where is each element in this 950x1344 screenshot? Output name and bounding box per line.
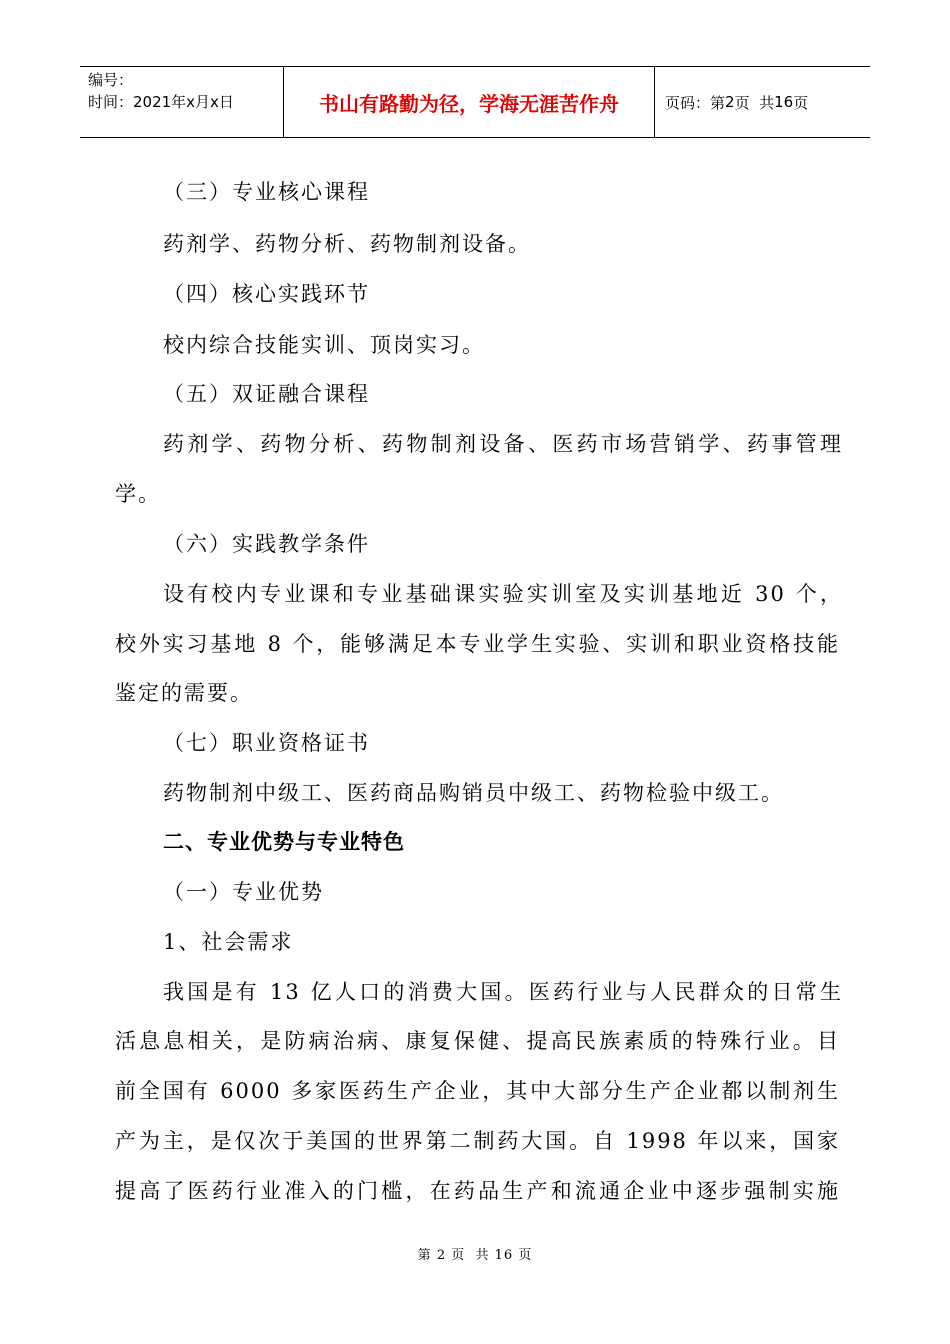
document-time-label: 时间：2021年x月x日 xyxy=(88,93,234,111)
page-footer xyxy=(0,1244,950,1263)
header-page-num: 2 xyxy=(725,93,735,111)
paragraph-line: 药物制剂中级工、医药商品购销员中级工、药物检验中级工。 xyxy=(163,781,784,805)
heading-certificates: （七）职业资格证书 xyxy=(163,731,370,755)
header-page-mid: 页 共 xyxy=(734,93,775,112)
paragraph-line: 校内综合技能实训、顶岗实习。 xyxy=(163,333,485,357)
footer-mid: 页 共 xyxy=(451,1248,490,1263)
paragraph-line: 设有校内专业课和专业基础课实验实训室及实训基地近 30 个， xyxy=(163,582,843,606)
document-number-label: 编号： xyxy=(88,71,134,89)
paragraph-line: 药剂学、药物分析、药物制剂设备、医药市场营销学、药事管理 xyxy=(163,432,843,456)
header-page-suffix: 页 xyxy=(793,93,809,112)
footer-prefix: 第 xyxy=(417,1248,432,1263)
footer-suffix: 页 xyxy=(518,1248,533,1263)
paragraph-line: 前全国有 6000 多家医药生产企业，其中大部分生产企业都以制剂生 xyxy=(115,1079,840,1103)
header-page-total: 16 xyxy=(774,93,794,111)
paragraph-line: 产为主，是仅次于美国的世界第二制药大国。自 1998 年以来，国家 xyxy=(115,1129,840,1153)
header-page-info xyxy=(655,67,870,137)
heading-core-practice: （四）核心实践环节 xyxy=(163,282,370,306)
page-header xyxy=(80,66,870,138)
heading-practice-conditions: （六）实践教学条件 xyxy=(163,532,370,556)
header-page-prefix: 页码：第 xyxy=(665,93,726,112)
heading-social-demand: 1、社会需求 xyxy=(163,930,294,954)
footer-page: 2 xyxy=(436,1248,447,1263)
heading-core-courses: （三）专业核心课程 xyxy=(163,180,370,204)
heading-dual-cert-courses: （五）双证融合课程 xyxy=(163,382,370,406)
paragraph-line: 校外实习基地 8 个，能够满足本专业学生实验、实训和职业资格技能 xyxy=(115,632,840,656)
paragraph-line: 学。 xyxy=(115,482,161,506)
section-heading: 二、专业优势与专业特色 xyxy=(163,830,405,854)
paragraph-line: 我国是有 13 亿人口的消费大国。医药行业与人民群众的日常生 xyxy=(163,980,843,1004)
header-motto: 书山有路勤为径，学海无涯苦作舟 xyxy=(284,67,655,137)
paragraph-line: 药剂学、药物分析、药物制剂设备。 xyxy=(163,232,531,256)
paragraph-line: 活息息相关，是防病治病、康复保健、提高民族素质的特殊行业。目 xyxy=(115,1029,840,1053)
paragraph-line: 鉴定的需要。 xyxy=(115,681,253,705)
header-meta-cell xyxy=(80,67,284,137)
heading-advantages: （一）专业优势 xyxy=(163,880,324,904)
paragraph-line: 提高了医药行业准入的门槛，在药品生产和流通企业中逐步强制实施 xyxy=(115,1179,840,1203)
footer-total: 16 xyxy=(494,1248,514,1263)
